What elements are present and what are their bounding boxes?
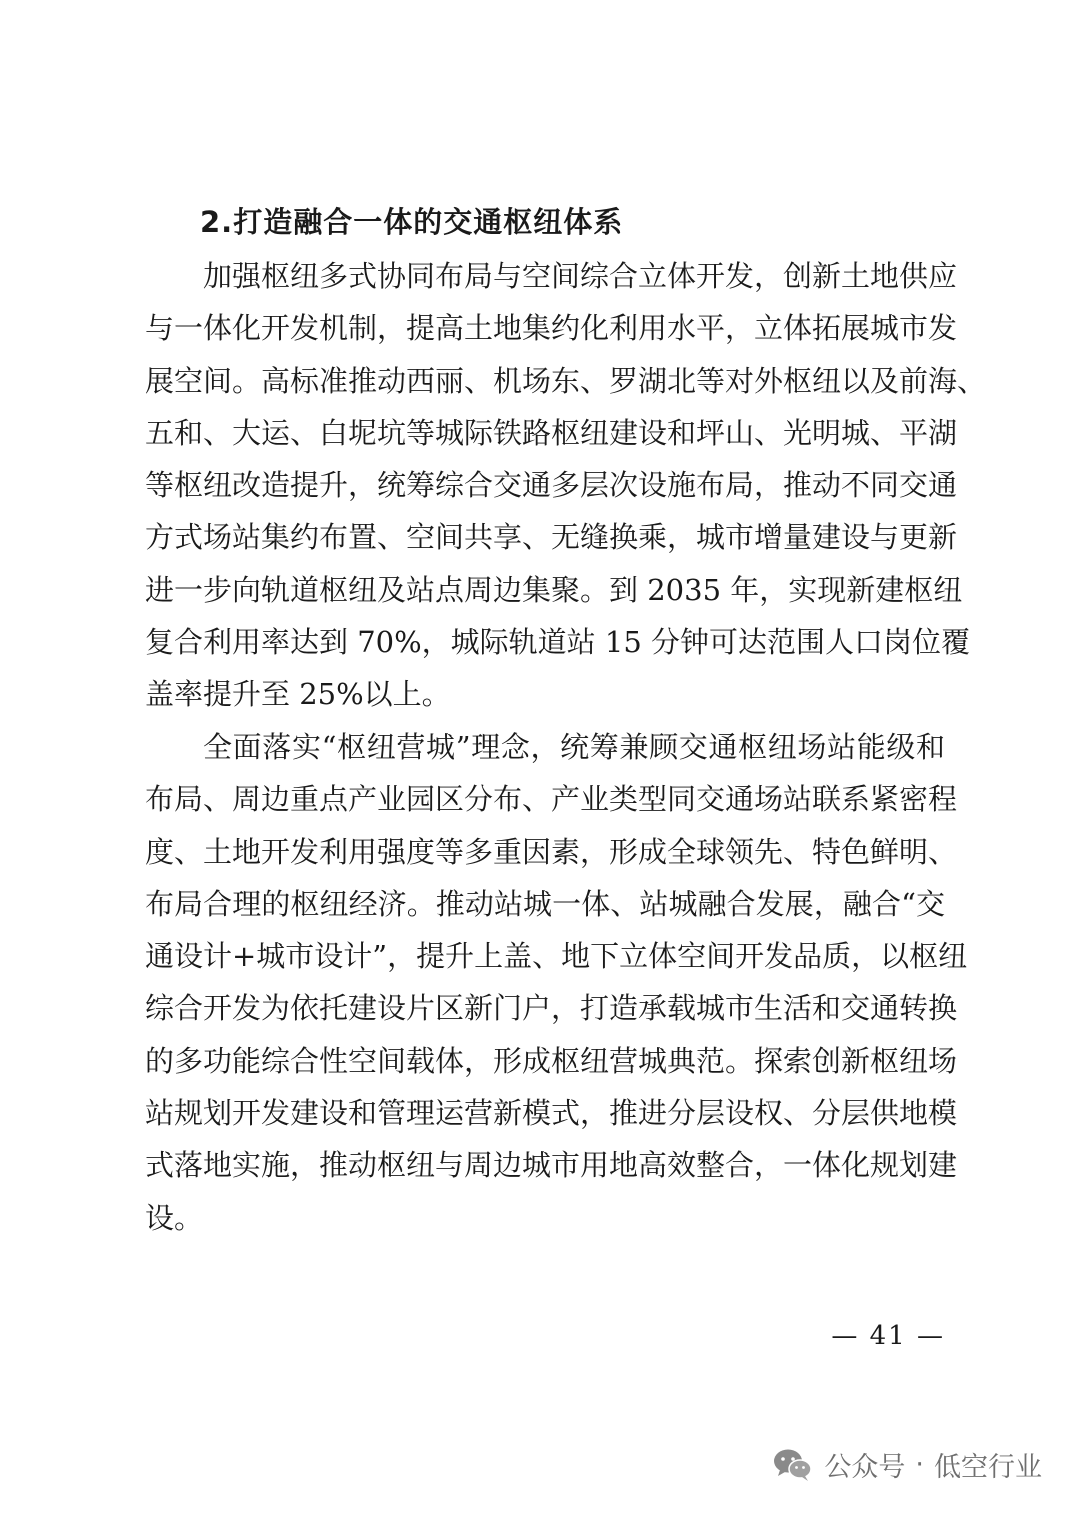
wechat-icon	[772, 1447, 814, 1483]
watermark-label: 公众号	[824, 1452, 906, 1483]
paragraph-line: 展空间。高标准推动西丽、机场东、罗湖北等对外枢纽以及前海、	[145, 363, 987, 398]
paragraph-line: 盖率提升至 25%以上。	[145, 677, 451, 712]
paragraph-line: 与一体化开发机制，提高土地集约化利用水平，立体拓展城市发	[145, 311, 958, 346]
paragraph-line: 加强枢纽多式协同布局与空间综合立体开发，创新土地供应	[203, 259, 958, 293]
paragraph-line: 等枢纽改造提升，统筹综合交通多层次设施布局，推动不同交通	[145, 468, 958, 503]
watermark	[772, 1445, 1042, 1484]
paragraph-line: 通设计+城市设计”，提升上盖、地下立体空间开发品质，以枢纽	[145, 939, 968, 974]
watermark-separator: ·	[915, 1449, 924, 1480]
paragraph-line: 站规划开发建设和管理运营新模式，推进分层设权、分层供地模	[145, 1096, 958, 1131]
paragraph-line: 布局、周边重点产业园区分布、产业类型同交通场站联系紧密程	[145, 782, 958, 817]
paragraph-line: 度、土地开发利用强度等多重因素，形成全球领先、特色鲜明、	[145, 834, 958, 869]
paragraph-1	[145, 250, 987, 721]
watermark-account: 低空行业	[934, 1452, 1042, 1483]
page-number: — 41 —	[831, 1321, 945, 1351]
paragraph-line: 设。	[145, 1200, 204, 1235]
paragraph-line: 复合利用率达到 70%，城际轨道站 15 分钟可达范围人口岗位覆	[145, 625, 971, 660]
paragraph-line: 综合开发为依托建设片区新门户，打造承载城市生活和交通转换	[145, 991, 958, 1026]
paragraph-line: 全面落实“枢纽营城”理念，统筹兼顾交通枢纽场站能级和	[203, 730, 945, 764]
paragraph-line: 布局合理的枢纽经济。推动站城一体、站城融合发展，融合“交	[145, 886, 945, 921]
paragraph-2	[145, 721, 968, 1244]
paragraph-line: 的多功能综合性空间载体，形成枢纽营城典范。探索创新枢纽场	[145, 1043, 958, 1078]
paragraph-line: 进一步向轨道枢纽及站点周边集聚。到 2035 年，实现新建枢纽	[145, 572, 963, 607]
section-heading: 2.打造融合一体的交通枢纽体系	[200, 205, 624, 239]
paragraph-line: 方式场站集约布置、空间共享、无缝换乘，城市增量建设与更新	[145, 520, 958, 555]
paragraph-line: 式落地实施，推动枢纽与周边城市用地高效整合，一体化规划建	[145, 1148, 958, 1183]
paragraph-line: 五和、大运、白坭坑等城际铁路枢纽建设和坪山、光明城、平湖	[145, 415, 958, 450]
